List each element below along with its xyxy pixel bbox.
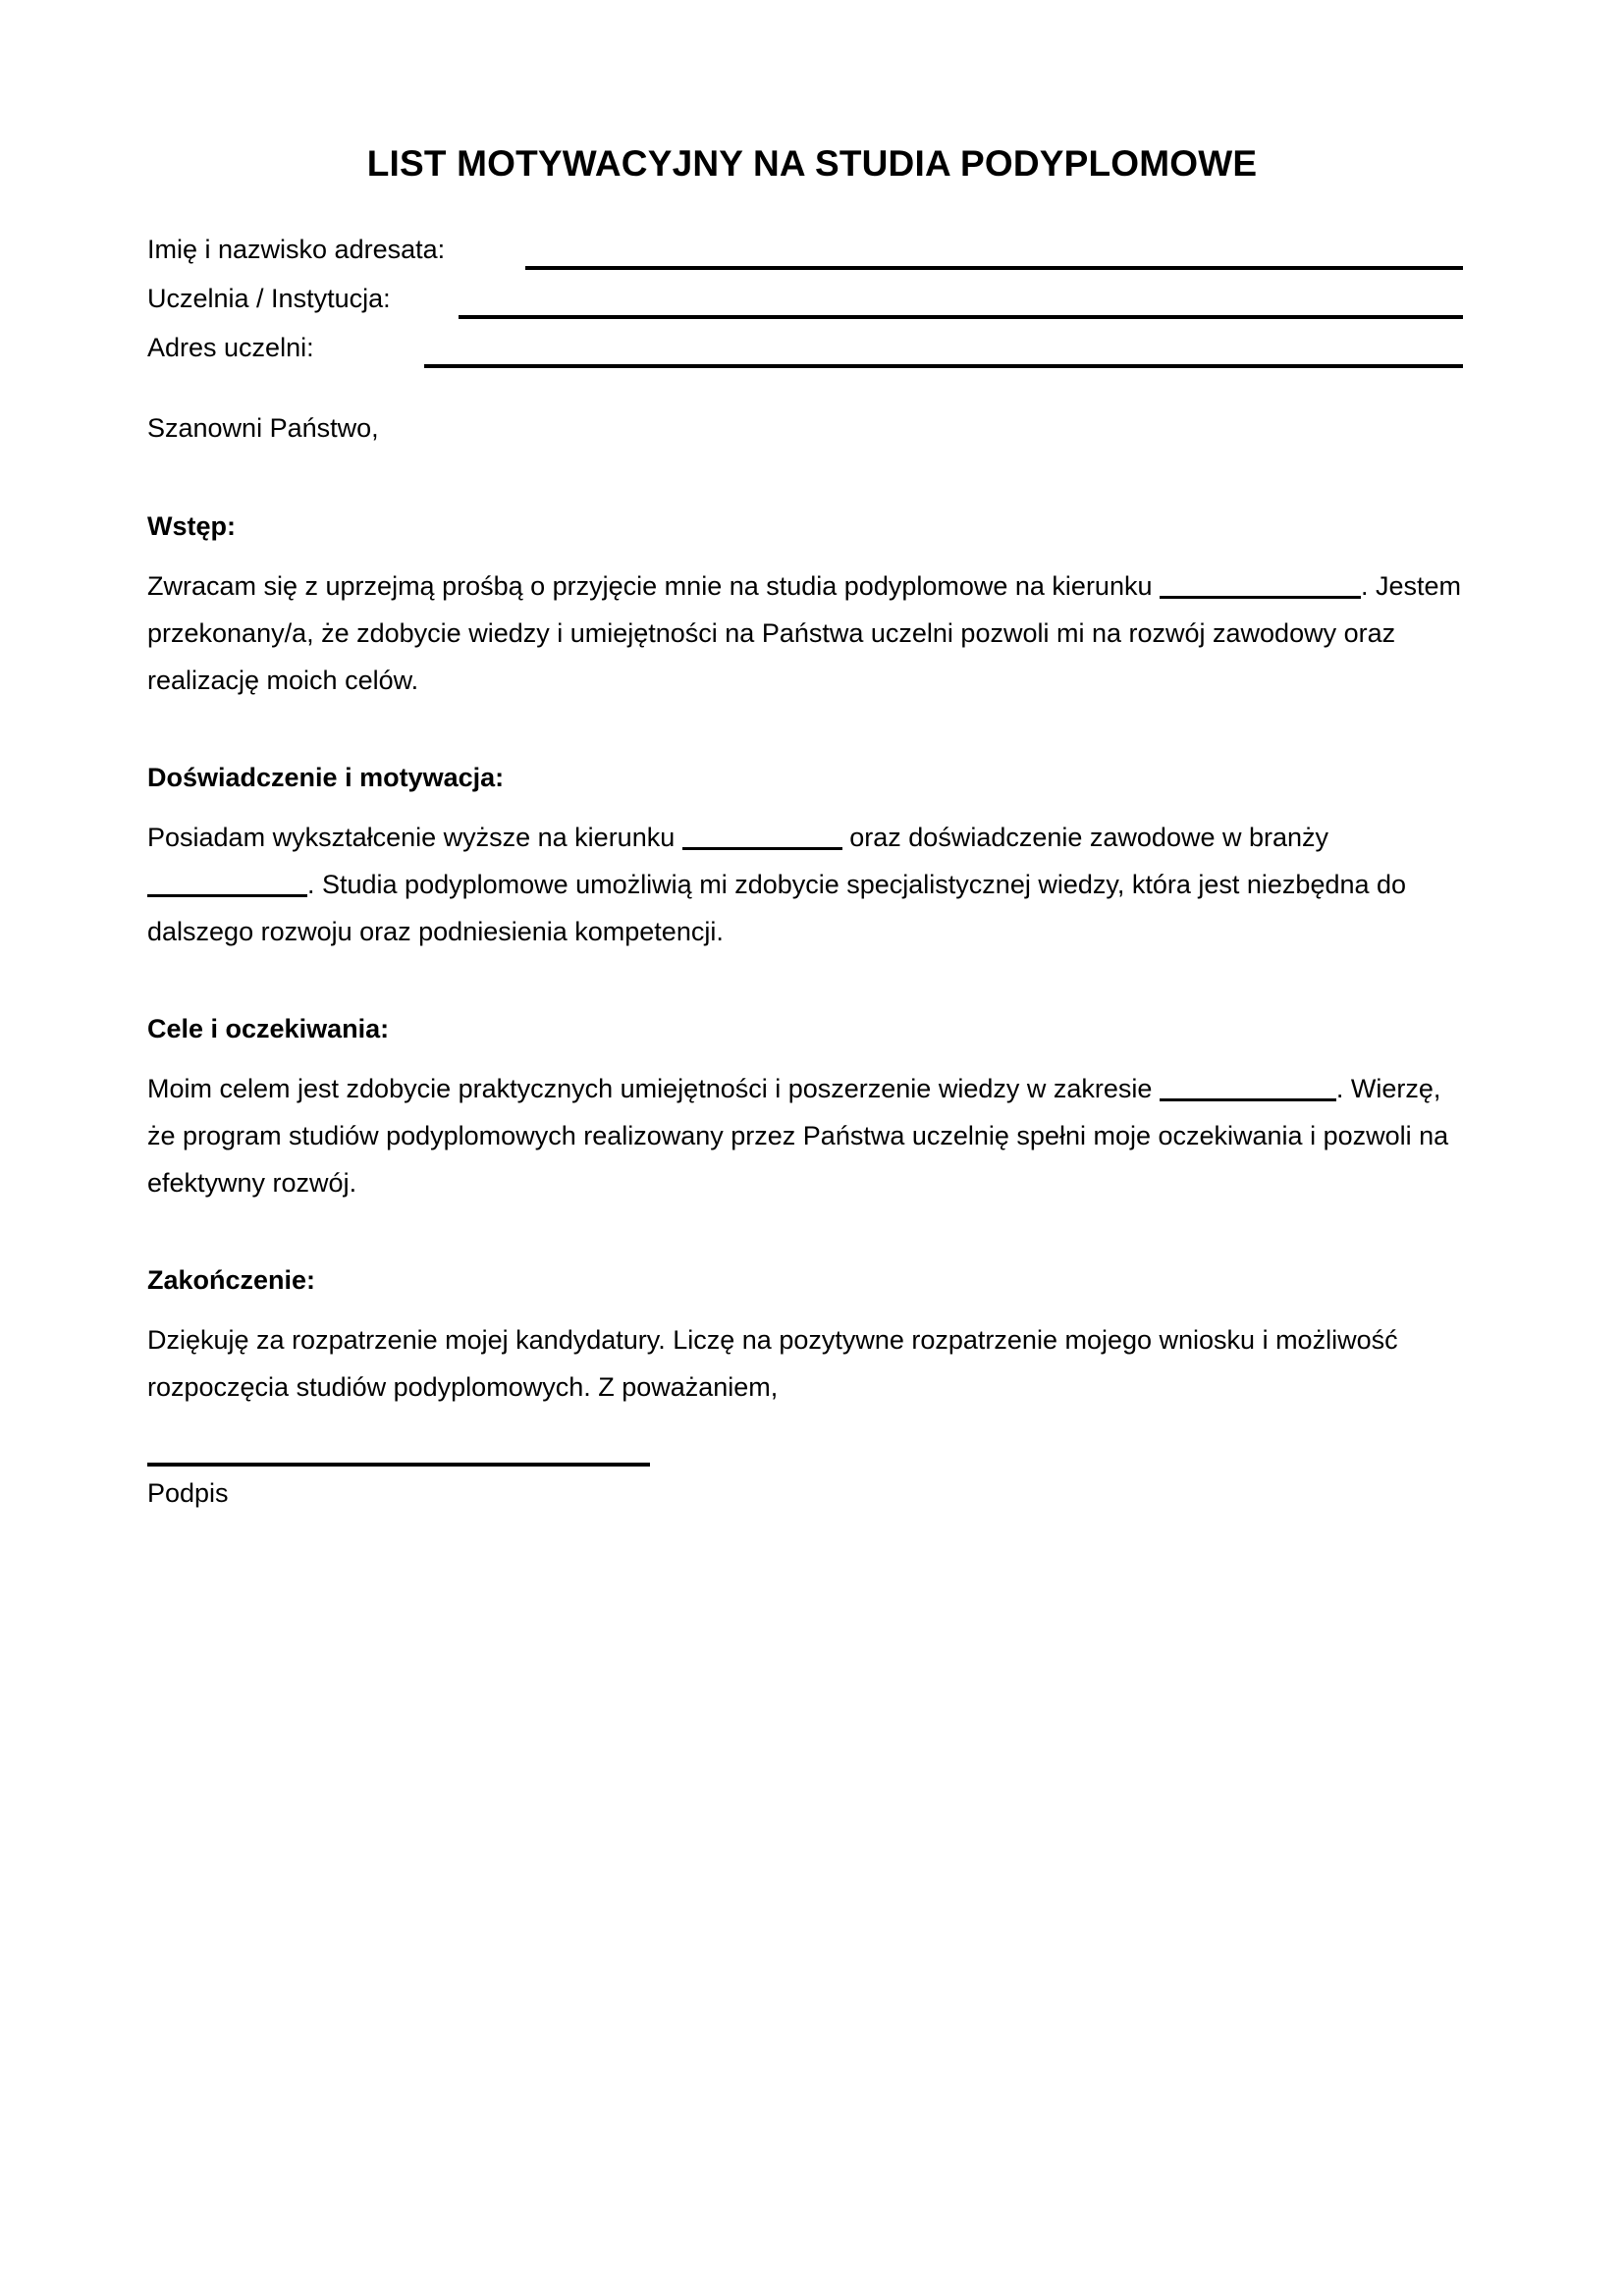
recipient-fields: [147, 229, 1463, 376]
signature-line[interactable]: [147, 1463, 650, 1467]
signature-label: Podpis: [147, 1478, 229, 1508]
field-input-address[interactable]: [424, 364, 1463, 368]
page-title: LIST MOTYWACYJNY NA STUDIA PODYPLOMOWE: [366, 142, 1258, 184]
signature-block: [147, 1463, 658, 1514]
field-input-addressee-name[interactable]: [525, 266, 1463, 270]
field-row-institution: [147, 278, 1463, 327]
section-wstep: [147, 506, 1463, 704]
section-cele: [147, 1008, 1463, 1206]
field-label-institution: Uczelnia / Instytucja:: [147, 284, 391, 313]
section-heading-wstep: Wstęp:: [147, 511, 236, 541]
salutation: Szanowni Państwo,: [147, 413, 379, 443]
cele-text-2: . Wierzę, że program studiów podyplomowych realizowany przez Państwa uczelnię spełni moje oczekiwania i pozwoli na efektywny rozwój.: [147, 1074, 1449, 1198]
blank-field-kierunek-studiow[interactable]: [682, 847, 842, 850]
blank-field-zakres[interactable]: [1160, 1098, 1336, 1101]
wstep-text-2: . Jestem przekonany/a, że zdobycie wiedzy i umiejętności na Państwa uczelni pozwoli mi na rozwój zawodowy oraz realizację moich celów.: [147, 571, 1462, 695]
doswiadczenie-text-1: Posiadam wykształcenie wyższe na kierunku: [147, 823, 676, 852]
section-heading-cele: Cele i oczekiwania:: [147, 1014, 390, 1043]
doswiadczenie-text-3: . Studia podyplomowe umożliwią mi zdobycie specjalistycznej wiedzy, która jest niezbędna do dalszego rozwoju oraz podniesienia kompetencji.: [147, 870, 1407, 946]
field-row-addressee-name: [147, 229, 1463, 278]
section-body-zakonczenie: Dziękuję za rozpatrzenie mojej kandydatury. Liczę na pozytywne rozpatrzenie mojego wniosku i możliwość rozpoczęcia studiów podyplomowych. Z poważaniem,: [147, 1325, 1398, 1402]
section-doswiadczenie: [147, 757, 1463, 955]
section-body-wstep: [147, 562, 1463, 704]
letter-body: [147, 407, 1463, 1464]
field-input-institution[interactable]: [459, 315, 1463, 319]
wstep-text-1: Zwracam się z uprzejmą prośbą o przyjęcie mnie na studia podyplomowe na kierunku: [147, 571, 1153, 601]
blank-field-branza[interactable]: [147, 894, 307, 897]
doswiadczenie-text-2: oraz doświadczenie zawodowe w branży: [849, 823, 1329, 852]
field-row-address: [147, 327, 1463, 376]
blank-field-kierunek[interactable]: [1160, 596, 1361, 599]
section-body-cele: [147, 1065, 1463, 1206]
field-label-addressee-name: Imię i nazwisko adresata:: [147, 235, 446, 264]
section-heading-zakonczenie: Zakończenie:: [147, 1265, 316, 1295]
section-body-doswiadczenie: [147, 814, 1463, 955]
section-heading-doswiadczenie: Doświadczenie i motywacja:: [147, 763, 505, 792]
section-zakonczenie: [147, 1259, 1463, 1411]
cele-text-1: Moim celem jest zdobycie praktycznych umiejętności i poszerzenie wiedzy w zakresie: [147, 1074, 1153, 1103]
field-label-address: Adres uczelni:: [147, 333, 314, 362]
